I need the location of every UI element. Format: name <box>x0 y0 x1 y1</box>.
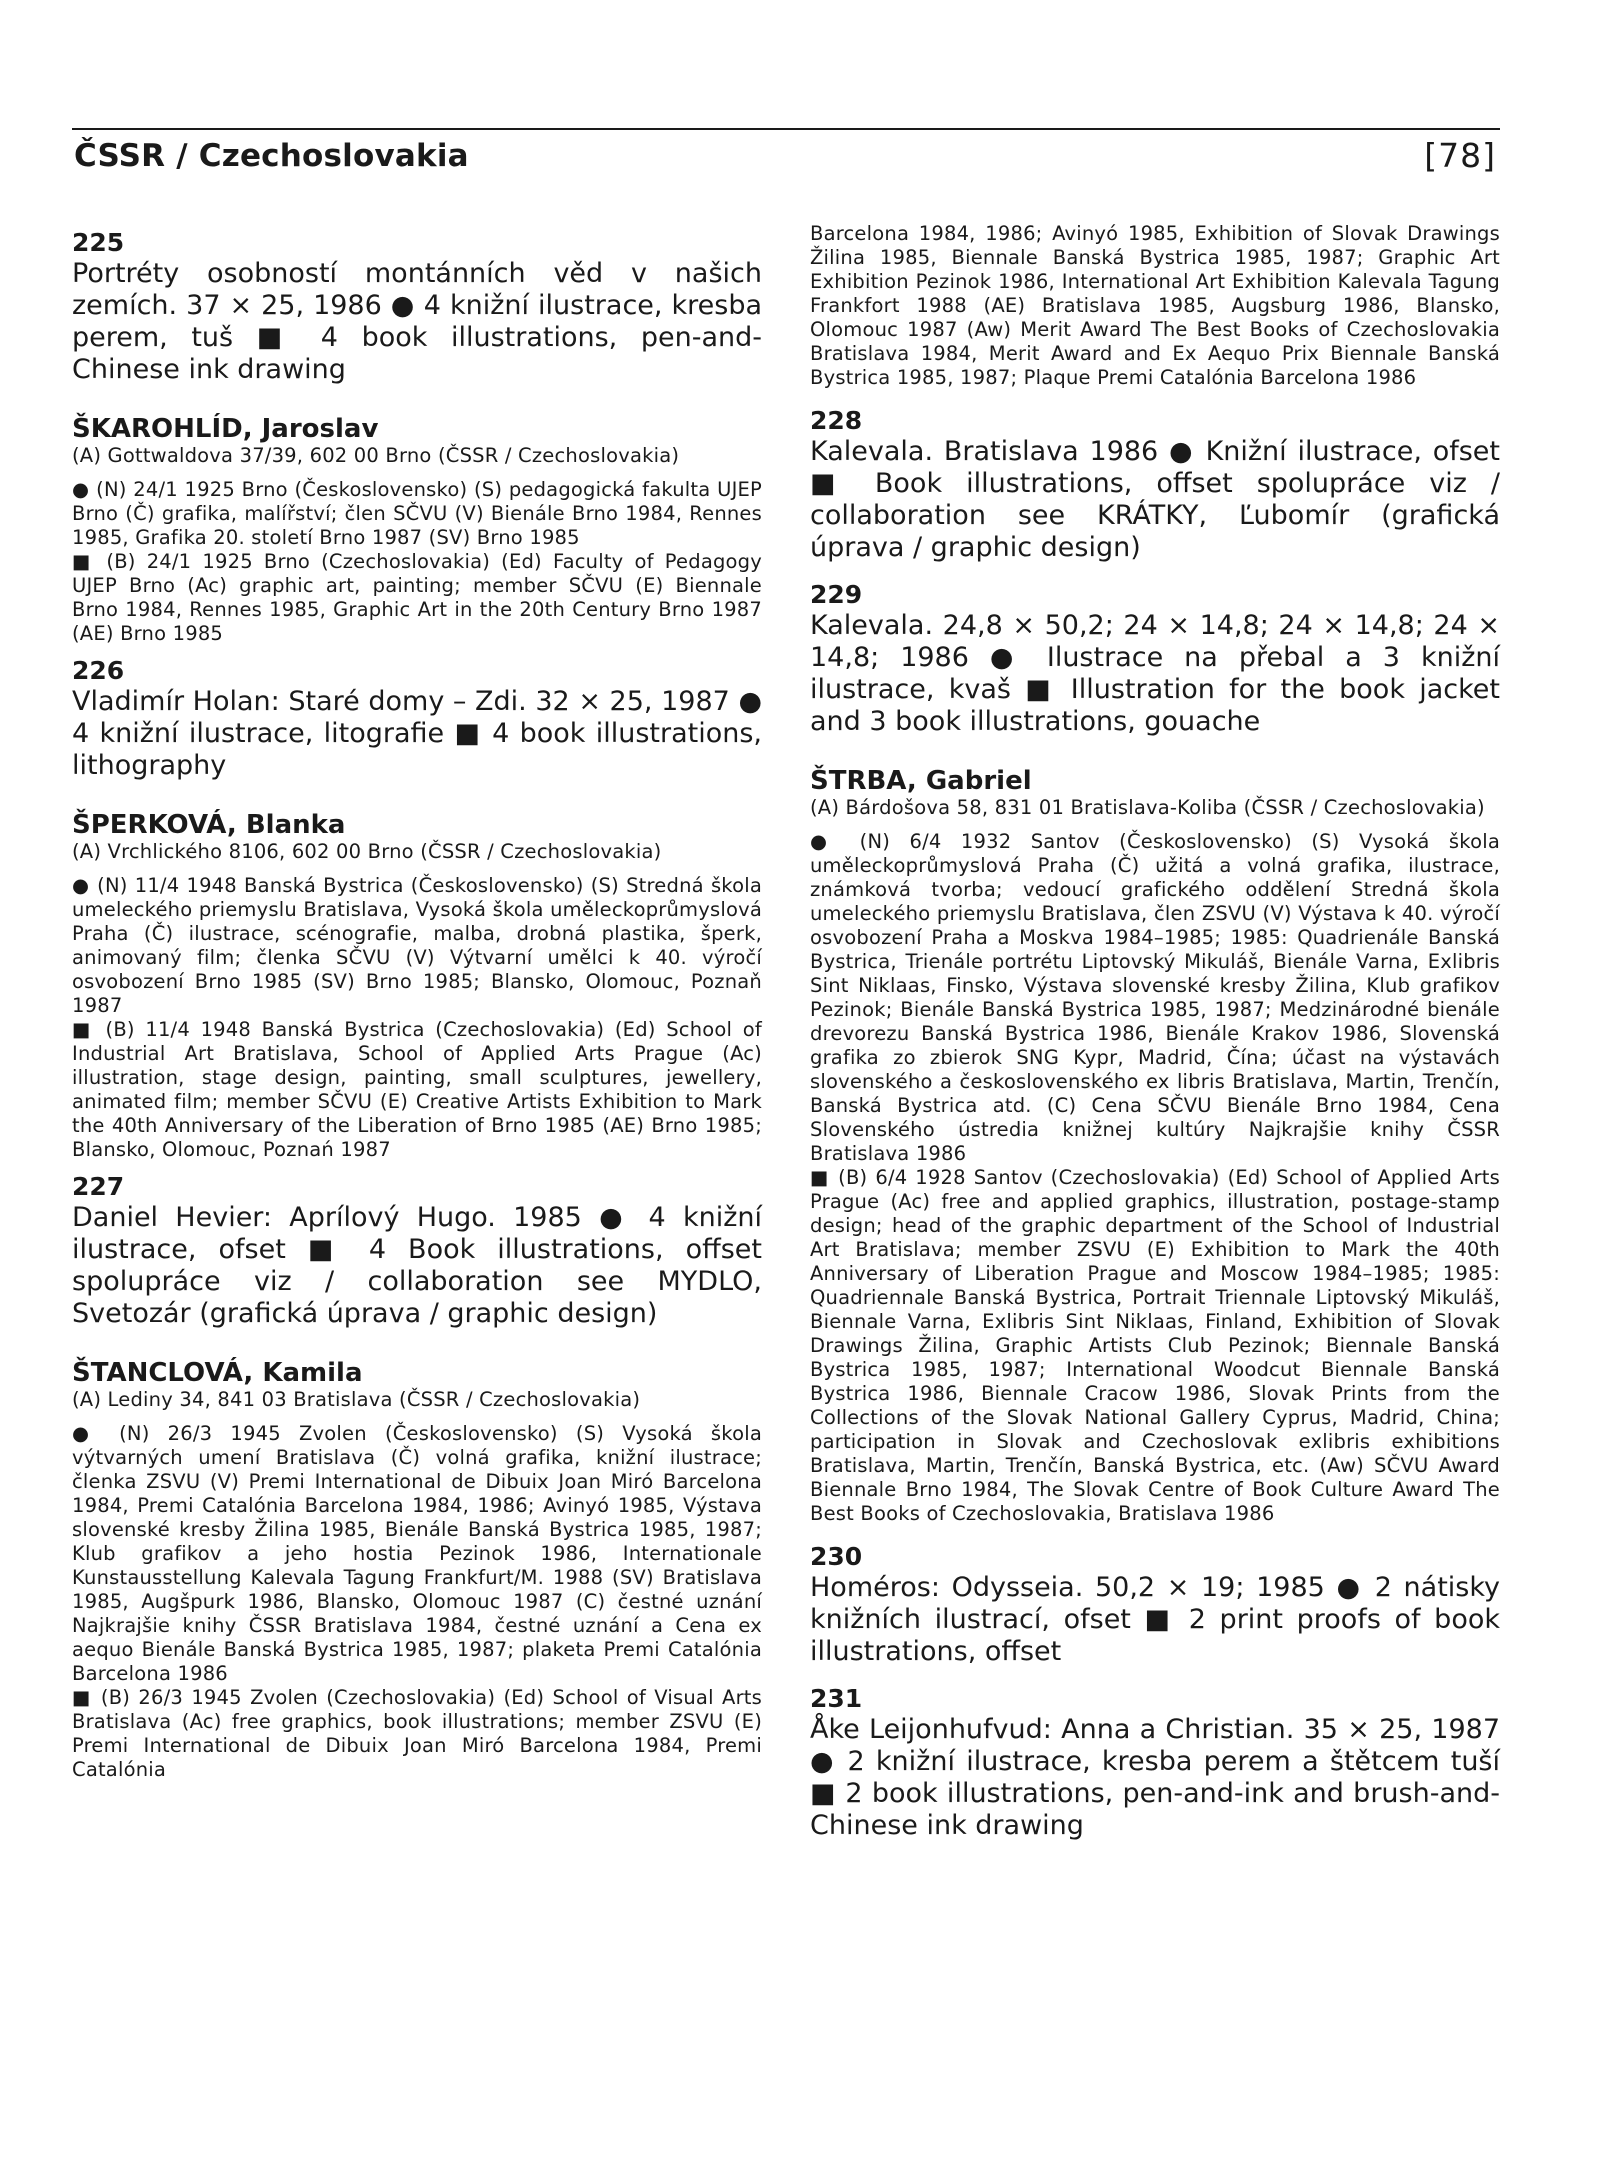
artist-name: ŠTANCLOVÁ, Kamila <box>72 1358 363 1388</box>
artist-bio-en: ■ (B) 26/3 1945 Zvolen (Czechoslovakia) (Ed) School of Visual Arts Bratislava (Ac) free graphics, book illustrations; member ZSVU (E) Premi International de Dibuix Joan Miró Barcelona 1984, Premi Catalónia <box>72 1686 762 1781</box>
left-column <box>72 228 762 1782</box>
entry-text: Portréty osobností montánních věd v našich zemích. 37 × 25, 1986 ● 4 knižní ilustrace, kresba perem, tuš ■ 4 book illustrations, pen-and-Chinese ink drawing <box>72 258 762 385</box>
artist-bio-cz: ● (N) 26/3 1945 Zvolen (Československo) (S) Vysoká škola výtvarných umení Bratislava (Č) volná grafika, knižní ilustrace; členka ZSVU (V) Premi International de Dibuix Joan Miró Barcelona 1984, Premi Catalónia Barcelona 1984, 1986; Avinyó 1985, Výstava slovenské kresby Žilina 1985, Bienále Banská Bystrica 1985, 1987; Klub grafikov a jeho hostia Pezinok 1986, Internationale Kunstausstellung Kalevala Tagung Frankfurt/M. 1988 (SV) Bratislava 1985, Augšpurk 1986, Blansko, Olomouc 1987 (C) čestné uznání Najkrajšie knihy ČSSR Bratislava 1984, čestné uznání a Cena ex aequo Bienále Banská Bystrica 1985, 1987; plaketa Premi Catalónia Barcelona 1986 <box>72 1422 762 1685</box>
page-number: [78] <box>1424 136 1496 175</box>
artist-name: ŠTRBA, Gabriel <box>810 766 1032 796</box>
artist-address: (A) Lediny 34, 841 03 Bratislava (ČSSR / Czechoslovakia) <box>72 1388 641 1411</box>
entry-text: Åke Leijonhufvud: Anna a Christian. 35 × 25, 1987 ● 2 knižní ilustrace, kresba perem a štětcem tuší ■ 2 book illustrations, pen-and-ink and brush-and-Chinese ink drawing <box>810 1714 1500 1841</box>
entry-text: Daniel Hevier: Aprílový Hugo. 1985 ● 4 knižní ilustrace, ofset ■ 4 Book illustrations, offset spolupráce viz / collaboration see MYDLO, Svetozár (grafická úprava / graphic design) <box>72 1202 762 1329</box>
entry-number: 229 <box>810 580 863 609</box>
entry-text: Vladimír Holan: Staré domy – Zdi. 32 × 25, 1987 ● 4 knižní ilustrace, litografie ■ 4 book illustrations, lithography <box>72 686 762 781</box>
artist-bio-cz: ● (N) 11/4 1948 Banská Bystrica (Československo) (S) Stredná škola umeleckého priemyslu Bratislava, Vysoká škola uměleckoprůmyslová Praha (Č) ilustrace, scénografie, malba, drobná plastika, šperk, animovaný film; členka SČVU (V) Výtvarní umělci k 40. výročí osvobození Brno 1985 (SV) Brno 1985; Blansko, Olomouc, Poznaň 1987 <box>72 874 762 1017</box>
artist-address: (A) Vrchlického 8106, 602 00 Brno (ČSSR / Czechoslovakia) <box>72 840 662 863</box>
artist-bio-cz: ● (N) 6/4 1932 Santov (Československo) (S) Vysoká škola uměleckoprůmyslová Praha (Č) užitá a volná grafika, ilustrace, známková tvorba; vedoucí grafického oddělení Stredná škola umeleckého priemyslu Bratislava, člen ZSVU (V) Výstava k 40. výročí osvobození Praha a Moskva 1984–1985; 1985: Quadrienále Banská Bystrica, Trienále portrétu Liptovský Mikuláš, Bienále Varna, Exlibris Sint Niklaas, Finsko, Výstava slovenské kresby Žilina, Klub grafikov Pezinok; Bienále Banská Bystrica 1985, 1987; Medzinárodné bienále drevorezu Banská Bystrica 1986, Bienále Krakov 1986, Slovenská grafika zo zbierok SNG Kypr, Madrid, Čína; účast na výstavách slovenského a československého ex libris Bratislava, Martin, Trenčín, Banská Bystrica atd. (C) Cena SČVU Bienále Brno 1984, Cena Slovenského ústredia knižnej kultúry Najkrajšie knihy ČSSR Bratislava 1986 <box>810 830 1500 1165</box>
artist-bio-en-continued: Barcelona 1984, 1986; Avinyó 1985, Exhibition of Slovak Drawings Žilina 1985, Biennale Banská Bystrica 1985, 1987; Graphic Art Exhibition Pezinok 1986, International Art Exhibition Kalevala Tagung Frankfort 1988 (AE) Bratislava 1985, Augsburg 1986, Blansko, Olomouc 1987 (Aw) Merit Award The Best Books of Czechoslovakia Bratislava 1984, Merit Award and Ex Aequo Prix Biennale Banská Bystrica 1985, 1987; Plaque Premi Catalónia Barcelona 1986 <box>810 222 1500 389</box>
entry-text: Homéros: Odysseia. 50,2 × 19; 1985 ● 2 nátisky knižních ilustrací, ofset ■ 2 print proofs of book illustrations, offset <box>810 1572 1500 1667</box>
entry-number: 225 <box>72 228 125 257</box>
entry-number: 227 <box>72 1172 125 1201</box>
page-title: ČSSR / Czechoslovakia <box>74 138 469 174</box>
artist-address: (A) Gottwaldova 37/39, 602 00 Brno (ČSSR / Czechoslovakia) <box>72 444 680 467</box>
artist-bio-en: ■ (B) 6/4 1928 Santov (Czechoslovakia) (Ed) School of Applied Arts Prague (Ac) free and applied graphics, illustration, postage-stamp design; head of the graphic department of the School of Industrial Art Bratislava; member ZSVU (E) Exhibition to Mark the 40th Anniversary of Liberation Prague and Moscow 1984–1985; 1985: Quadriennale Banská Bystrica, Portrait Triennale Liptovský Mikuláš, Biennale Varna, Exlibris Sint Niklaas, Finland, Exhibition of Slovak Drawings Žilina, Graphic Artists Club Pezinok; Biennale Banská Bystrica 1985, 1987; International Woodcut Biennale Banská Bystrica 1986, Biennale Cracow 1986, Slovak Prints from the Collections of the Slovak National Gallery Cyprus, Madrid, China; participation in Slovak and Czechoslovak exlibris exhibitions Bratislava, Martin, Trenčín, Banská Bystrica, etc. (Aw) SČVU Award Biennale Brno 1984, The Slovak Centre of Book Culture Award The Best Books of Czechoslovakia, Bratislava 1986 <box>810 1166 1500 1525</box>
entry-number: 228 <box>810 406 863 435</box>
page-header <box>72 128 1500 180</box>
artist-bio-en: ■ (B) 11/4 1948 Banská Bystrica (Czechoslovakia) (Ed) School of Industrial Art Bratislava, School of Applied Arts Prague (Ac) illustration, stage design, painting, small sculptures, jewellery, animated film; member SČVU (E) Creative Artists Exhibition to Mark the 40th Anniversary of the Liberation of Brno 1985 (AE) Brno 1985; Blansko, Olomouc, Poznań 1987 <box>72 1018 762 1161</box>
entry-text: Kalevala. 24,8 × 50,2; 24 × 14,8; 24 × 14,8; 24 × 14,8; 1986 ● Ilustrace na přebal a 3 knižní ilustrace, kvaš ■ Illustration for the book jacket and 3 book illustrations, gouache <box>810 610 1500 737</box>
right-column <box>810 222 1500 1842</box>
entry-text: Kalevala. Bratislava 1986 ● Knižní ilustrace, ofset ■ Book illustrations, offset spolupráce viz / collaboration see KRÁTKY, Ľubomír (grafická úprava / graphic design) <box>810 436 1500 563</box>
artist-name: ŠKAROHLÍD, Jaroslav <box>72 414 379 444</box>
artist-name: ŠPERKOVÁ, Blanka <box>72 810 346 840</box>
entry-number: 226 <box>72 656 125 685</box>
artist-bio-en: ■ (B) 24/1 1925 Brno (Czechoslovakia) (Ed) Faculty of Pedagogy UJEP Brno (Ac) graphic art, painting; member SČVU (E) Biennale Brno 1984, Rennes 1985, Graphic Art in the 20th Century Brno 1987 (AE) Brno 1985 <box>72 550 762 645</box>
artist-address: (A) Bárdošova 58, 831 01 Bratislava-Koliba (ČSSR / Czechoslovakia) <box>810 796 1485 819</box>
entry-number: 230 <box>810 1542 863 1571</box>
entry-number: 231 <box>810 1684 863 1713</box>
artist-bio-cz: ● (N) 24/1 1925 Brno (Československo) (S) pedagogická fakulta UJEP Brno (Č) grafika, malířství; člen SČVU (V) Bienále Brno 1984, Rennes 1985, Grafika 20. století Brno 1987 (SV) Brno 1985 <box>72 478 762 549</box>
